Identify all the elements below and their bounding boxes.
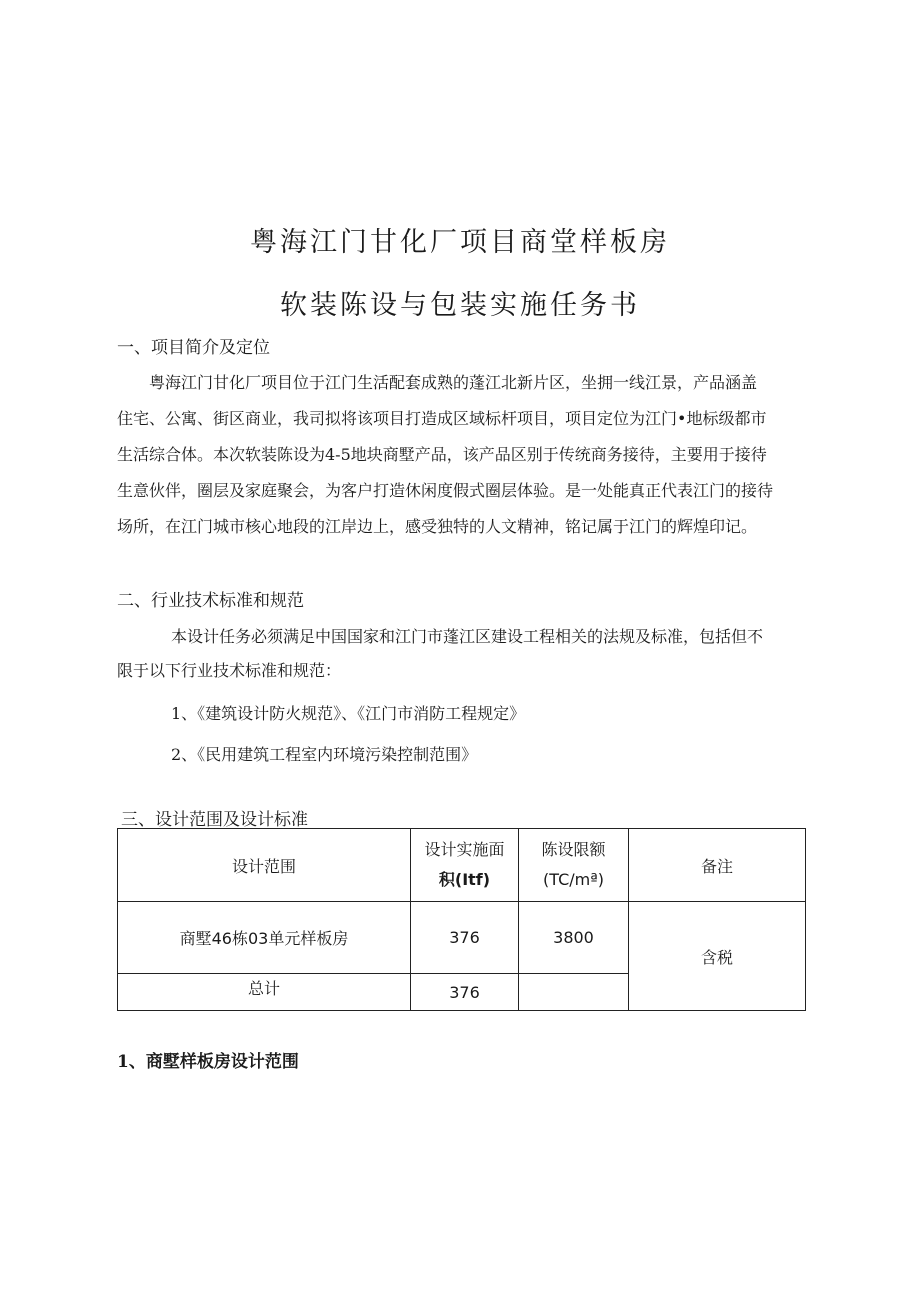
- cell-note: 含税: [629, 902, 806, 1011]
- section-1-line: 生意伙伴，圈层及家庭聚会，为客户打造休闲度假式圈层体验。是一处能真正代表江门的接待: [117, 481, 774, 500]
- header-design-area-line-1: 设计实施面: [424, 840, 505, 859]
- cell-total-label: 总计: [118, 974, 411, 1011]
- header-design-area-line-2: 积(Itf): [438, 870, 491, 889]
- document-title-line-1: 粤海江门甘化厂项目商堂样板房: [250, 227, 670, 258]
- table-row: [118, 902, 806, 974]
- header-budget-limit: [519, 829, 629, 902]
- document-title-line-2: 软装陈设与包装实施任务书: [280, 290, 640, 321]
- section-1-line: 住宅、公寓、街区商业，我司拟将该项目打造成区域标杆项目，项目定位为江门•地标级都市: [117, 409, 767, 428]
- cell-total-area: 376: [411, 974, 519, 1011]
- section-1-line: 生活综合体。本次软装陈设为4-5地块商墅产品，该产品区别于传统商务接待，主要用于接待: [117, 445, 767, 464]
- section-3-heading: 三、设计范围及设计标准: [121, 810, 308, 830]
- header-budget-limit-line-1: 陈设限额: [541, 840, 606, 859]
- section-2-heading: 二、行业技术标准和规范: [117, 591, 304, 611]
- section-1-line: 粤海江门甘化厂项目位于江门生活配套成熟的蓬江北新片区，坐拥一线江景，产品涵盖: [149, 373, 758, 392]
- design-scope-table: [117, 828, 806, 1011]
- standard-item-1: 1、《建筑设计防火规范》、《江门市消防工程规定》: [171, 704, 526, 723]
- cell-scope: 商墅46栋03单元样板房: [118, 902, 411, 974]
- cell-total-budget: [519, 974, 629, 1011]
- header-design-area: [411, 829, 519, 902]
- standard-item-2: 2、《民用建筑工程室内环境污染控制范围》: [171, 745, 478, 764]
- header-budget-limit-line-2: (TC/mª): [542, 870, 604, 889]
- section-1-heading: 一、项目简介及定位: [117, 338, 270, 358]
- header-note: 备注: [629, 829, 806, 902]
- section-1-body: [117, 365, 817, 545]
- cell-budget: 3800: [519, 902, 629, 974]
- section-2-intro-line-2: 限于以下行业技术标准和规范：: [117, 661, 342, 680]
- section-2-intro-line-1: 本设计任务必须满足中国国家和江门市蓬江区建设工程相关的法规及标准，包括但不: [171, 627, 764, 646]
- section-1-line: 场所，在江门城市核心地段的江岸边上，感受独特的人文精神，铭记属于江门的辉煌印记。: [117, 517, 758, 536]
- cell-area: 376: [411, 902, 519, 974]
- header-design-scope: 设计范围: [118, 829, 411, 902]
- subsection-1-heading: 1、商墅样板房设计范围: [117, 1052, 299, 1072]
